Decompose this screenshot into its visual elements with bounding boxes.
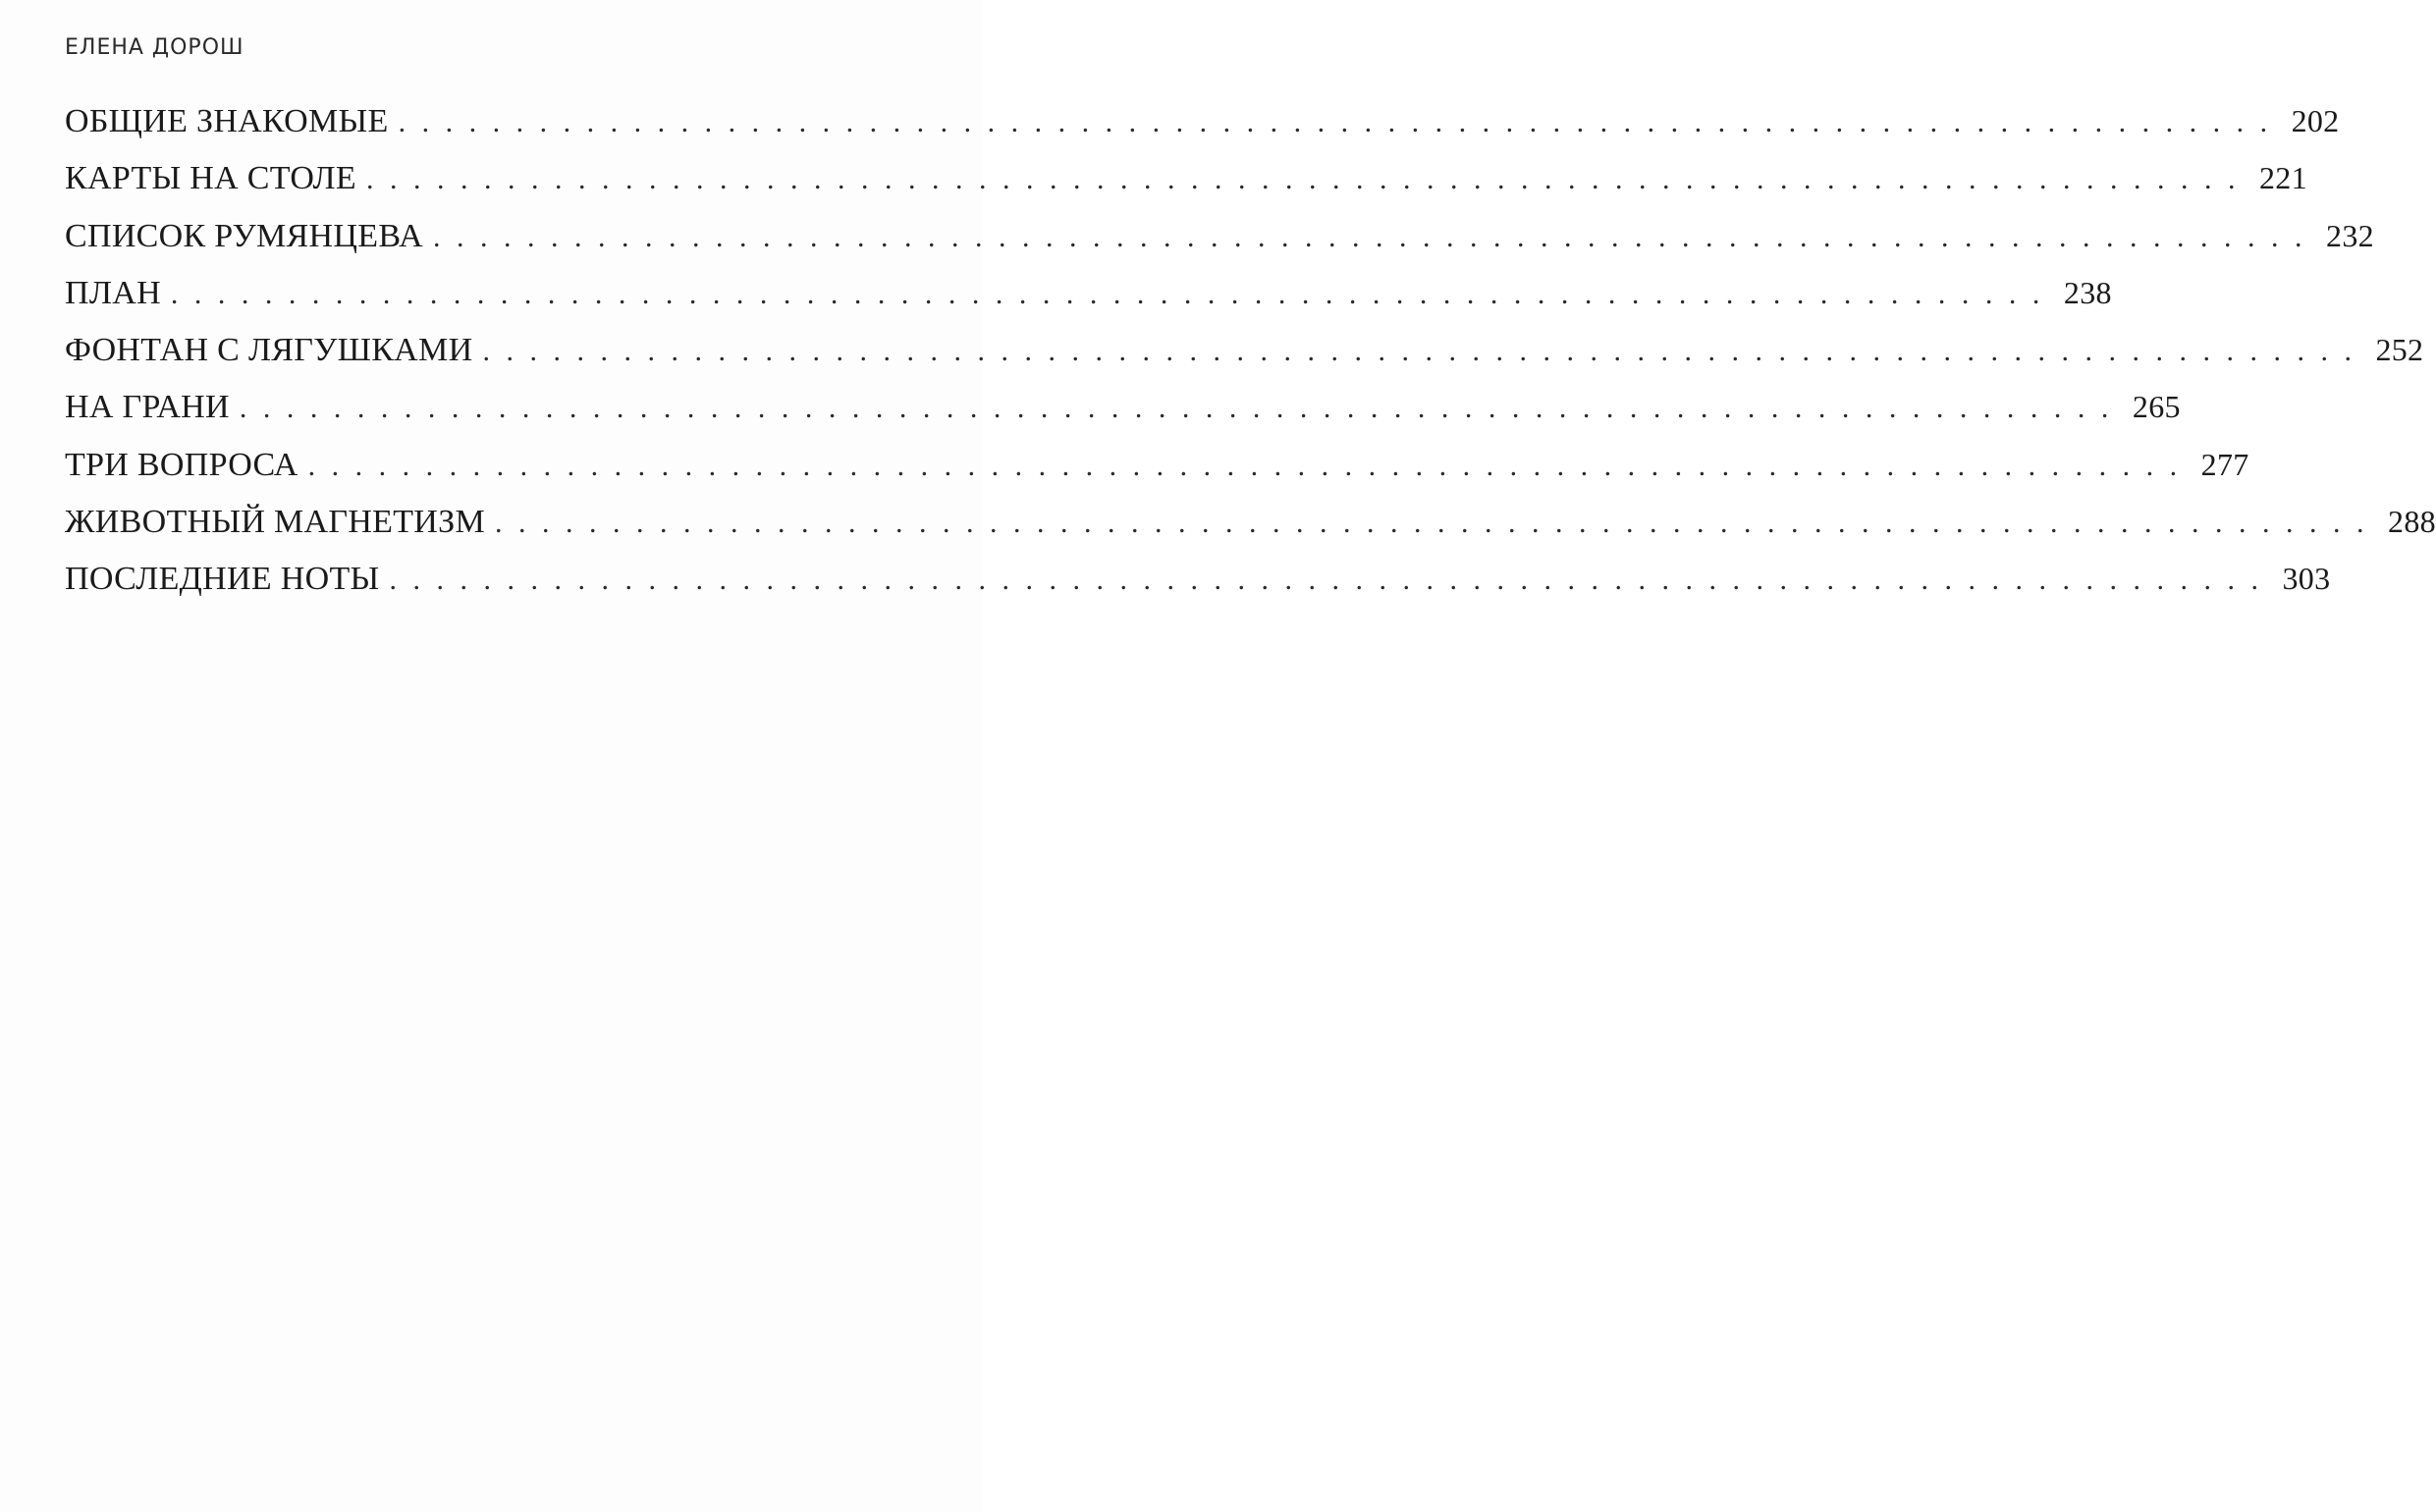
toc-entry-title: СПИСОК РУМЯНЦЕВА: [65, 217, 424, 254]
toc-entry: [65, 559, 2331, 616]
toc-entry-page: 288: [2388, 504, 2436, 540]
table-of-contents: [65, 101, 2436, 617]
toc-dot-leader: ................................................................................: [389, 564, 2275, 597]
toc-entry-page: 265: [2132, 389, 2181, 425]
toc-entry-page: 232: [2326, 217, 2374, 253]
running-head-author: ЕЛЕНА ДОРОШ: [65, 35, 244, 60]
toc-dot-leader: ................................................................................: [365, 163, 2251, 196]
toc-entry: [65, 273, 2112, 330]
toc-entry-title: ПОСЛЕДНИЕ НОТЫ: [65, 561, 380, 598]
toc-dot-leader: ................................................................................: [495, 507, 2381, 540]
toc-dot-leader: ................................................................................: [482, 335, 2368, 368]
toc-entry-title: ЖИВОТНЫЙ МАГНЕТИЗМ: [65, 504, 486, 541]
toc-entry-page: 303: [2282, 561, 2331, 597]
toc-entry-page: 238: [2063, 274, 2112, 310]
toc-entry-title: КАРТЫ НА СТОЛЕ: [65, 160, 356, 197]
toc-entry: [65, 330, 2424, 387]
toc-entry: [65, 158, 2307, 215]
toc-dot-leader: ................................................................................: [239, 392, 2125, 425]
toc-entry: [65, 216, 2374, 273]
toc-dot-leader: ................................................................................: [433, 220, 2319, 253]
toc-entry: [65, 502, 2436, 559]
toc-entry: [65, 101, 2340, 158]
toc-dot-leader: ................................................................................: [307, 449, 2193, 482]
toc-entry-title: ПЛАН: [65, 274, 161, 311]
toc-entry-page: 277: [2200, 446, 2249, 482]
toc-entry: [65, 387, 2181, 444]
toc-entry-page: 221: [2258, 160, 2307, 196]
toc-dot-leader: ................................................................................: [398, 106, 2284, 138]
toc-entry-title: ФОНТАН С ЛЯГУШКАМИ: [65, 332, 473, 369]
toc-entry-page: 202: [2291, 103, 2340, 138]
toc-entry-title: ТРИ ВОПРОСА: [65, 446, 298, 483]
toc-entry-page: 252: [2375, 332, 2424, 368]
toc-entry: [65, 445, 2249, 502]
toc-entry-title: ОБЩИЕ ЗНАКОМЫЕ: [65, 103, 389, 139]
toc-entry-title: НА ГРАНИ: [65, 389, 230, 426]
toc-dot-leader: ................................................................................: [170, 277, 2056, 310]
